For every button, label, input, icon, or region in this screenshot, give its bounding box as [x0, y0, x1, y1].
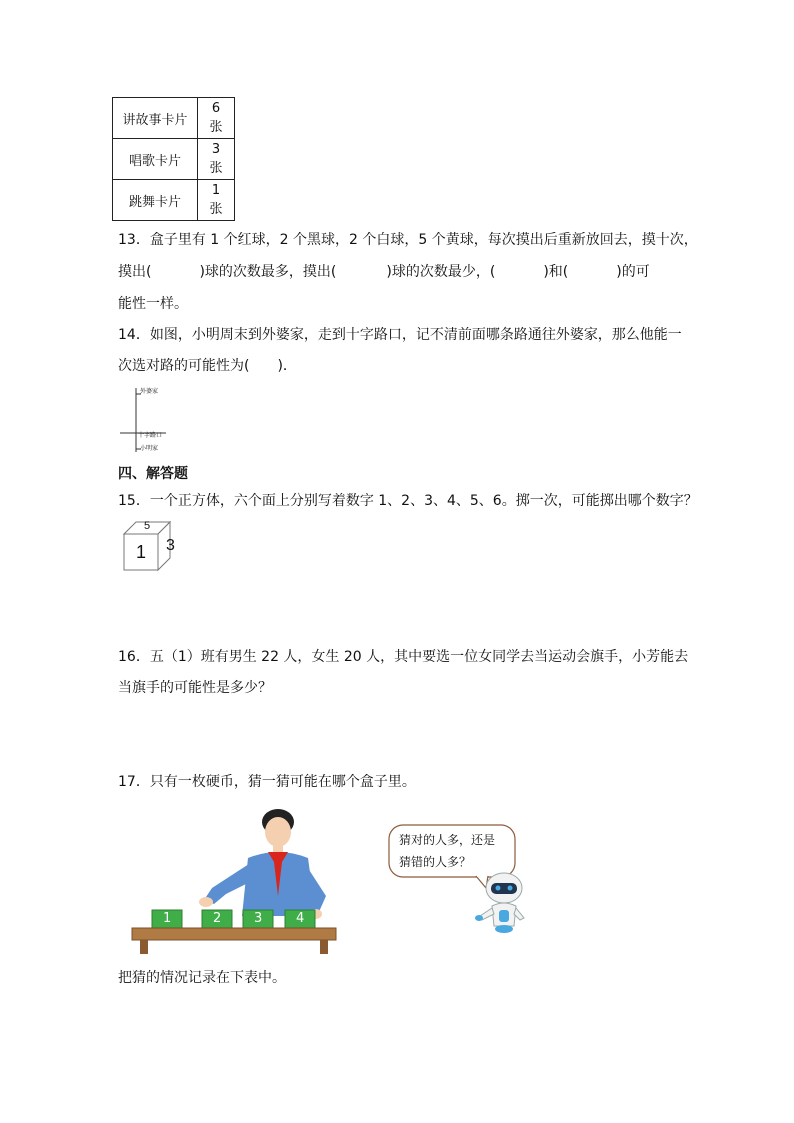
- card-table-row: [113, 139, 235, 180]
- bubble-line2: 猜错的人多？: [399, 855, 472, 869]
- card-count-cell: 6 张: [198, 98, 235, 139]
- q13-text-d: )和(: [543, 264, 569, 280]
- number-cube: [122, 520, 182, 572]
- q14-line2: 次选对路的可能性为( )．: [118, 358, 297, 374]
- q13-text-a: 摸出(: [118, 264, 152, 280]
- cube-front-face: 1: [136, 542, 147, 562]
- card-table-row: [113, 98, 235, 139]
- card-table-row: [113, 180, 235, 221]
- card-name-cell: 跳舞卡片: [113, 180, 198, 221]
- q13-text-e: )的可: [616, 264, 650, 280]
- card-count-cell: 3 张: [198, 139, 235, 180]
- q16-line1: 16．五（1）班有男生 22 人，女生 20 人，其中要选一位女同学去当运动会旗手，小芳能去: [118, 649, 689, 665]
- card-name-cell: 讲故事卡片: [113, 98, 198, 139]
- q13-text-c: )球的次数最少，(: [386, 264, 496, 280]
- card-count-cell: 1 张: [198, 180, 235, 221]
- card-table: [112, 97, 235, 221]
- q17-text: 17．只有一枚硬币，猜一猜可能在哪个盒子里。: [118, 774, 416, 790]
- map-label-grandma: 外婆家: [140, 388, 159, 395]
- q13-line1: 13．盒子里有 1 个红球，2 个黑球，2 个白球，5 个黄球，每次摸出后重新放回去，摸十次，: [118, 232, 698, 248]
- q16-line2: 当旗手的可能性是多少？: [118, 680, 272, 696]
- q15-text: 15．一个正方体，六个面上分别写着数字 1、2、3、4、5、6。掷一次，可能掷出哪个数字？: [118, 493, 698, 509]
- q14-line1: 14．如图，小明周末到外婆家，走到十字路口，记不清前面哪条路通往外婆家，那么他能一: [118, 327, 682, 343]
- bubble-line1: 猜对的人多，还是: [399, 833, 496, 847]
- cube-side-face: 3: [166, 537, 175, 554]
- crossroad-map: [118, 384, 198, 456]
- boy-with-boxes-illustration: [130, 804, 340, 954]
- box-label-4: 4: [296, 911, 305, 926]
- q13-line2: [118, 262, 650, 282]
- card-name-cell: 唱歌卡片: [113, 139, 198, 180]
- map-label-xiaoming: 小明家: [140, 445, 159, 452]
- map-label-crossroad: 十字路口: [138, 432, 163, 439]
- section-title: 四、解答题: [118, 466, 188, 482]
- box-label-3: 3: [254, 911, 263, 926]
- robot-illustration: [474, 872, 530, 934]
- q13-text-b: )球的次数最多，摸出(: [199, 264, 337, 280]
- box-label-1: 1: [163, 911, 172, 926]
- box-label-2: 2: [213, 911, 222, 926]
- q17-record-text: 把猜的情况记录在下表中。: [118, 970, 286, 986]
- cube-top-face: 5: [144, 520, 151, 532]
- q13-line3: 能性一样。: [118, 296, 188, 312]
